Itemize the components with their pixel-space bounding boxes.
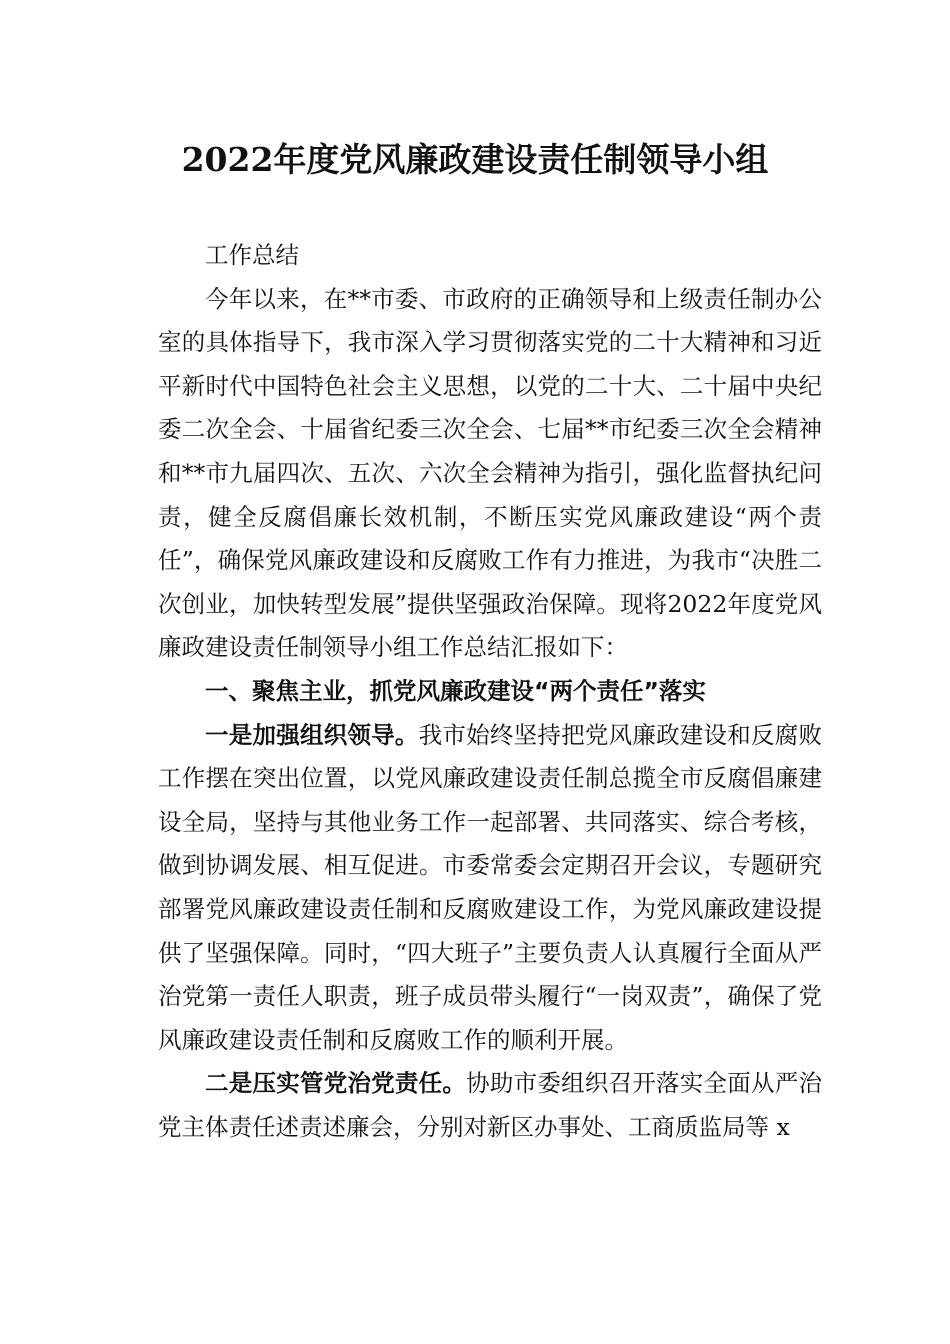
document-body [158, 234, 822, 1149]
document-subtitle: 工作总结 [205, 241, 299, 269]
paragraph-2 [158, 1062, 822, 1149]
paragraph-2-lead: 二是压实管党治党责任。 [205, 1069, 467, 1098]
paragraph-2-text: 协助市委组织召开落实全面从严治党主体责任述责述廉会，分别对新区办事处、工商质监局等 x [158, 1069, 823, 1141]
paragraph-1 [158, 714, 822, 1063]
intro-paragraph: 今年以来，在**市委、市政府的正确领导和上级责任制办公室的具体指导下，我市深入学习贯彻落实党的二十大精神和习近平新时代中国特色社会主义思想，以党的二十大、二十届中央纪委二次全会、十届省纪委三次全会、七届**市纪委三次全会精神和**市九届四次、五次、六次全会精神为指引，强化监督执纪问责，健全反腐倡廉长效机制，不断压实党风廉政建设“两个责任”，确保党风廉政建设和反腐败工作有力推进，为我市“决胜二次创业，加快转型发展”提供坚强政治保障。现将2022年度党风廉政建设责任制领导小组工作总结汇报如下： [158, 284, 822, 662]
paragraph-1-lead: 一是加强组织领导。 [205, 720, 419, 749]
document-title: 2022年度党风廉政建设责任制领导小组 [181, 140, 769, 179]
section-heading-1: 一、聚焦主业，抓党风廉政建设“两个责任”落实 [205, 676, 706, 705]
paragraph-1-text: 我市始终坚持把党风廉政建设和反腐败工作摆在突出位置，以党风廉政建设责任制总揽全市反腐倡廉建设全局，坚持与其他业务工作一起部署、共同落实、综合考核，做到协调发展、相互促进。市委常委会定期召开会议，专题研究部署党风廉政建设责任制和反腐败建设工作，为党风廉政建设提供了坚强保障。同时，“四大班子”主要负责人认真履行全面从严治党第一责任人职责，班子成员带头履行“一岗双责”，确保了党风廉政建设责任制和反腐败工作的顺利开展。 [158, 720, 823, 1054]
